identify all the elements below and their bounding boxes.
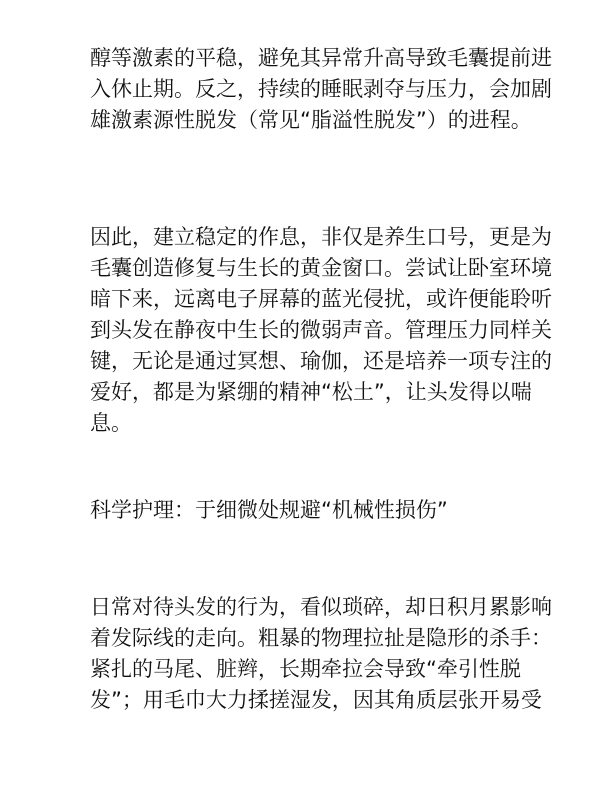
section-heading: 科学护理：于细微处规避“机械性损伤”	[90, 498, 448, 522]
paragraph-2-line-7: 息。	[90, 411, 132, 435]
paragraph-2-line-2: 毛囊创造修复与生长的黄金窗口。尝试让卧室环境	[90, 256, 552, 280]
paragraph-1-line-1: 醇等激素的平稳，避免其异常升高导致毛囊提前进	[90, 46, 552, 70]
paragraph-3-line-1: 日常对待头发的行为，看似琐碎，却日积月累影响	[90, 595, 552, 619]
paragraph-3-line-4: 发”；用毛巾大力揉搓湿发，因其角质层张开易受	[90, 688, 542, 712]
paragraph-2-line-3: 暗下来，远离电子屏幕的蓝光侵扰，或许便能聆听	[90, 287, 552, 311]
paragraph-3-line-3: 紧扎的马尾、脏辫，长期牵拉会导致“牵引性脱	[90, 657, 521, 681]
paragraph-1-line-3: 雄激素源性脱发（常见“脂溢性脱发”）的进程。	[90, 108, 532, 132]
paragraph-1-line-2: 入休止期。反之，持续的睡眠剥夺与压力，会加剧	[90, 77, 552, 101]
paragraph-2-line-6: 爱好，都是为紧绷的精神“松土”，让头发得以喘	[90, 380, 532, 404]
paragraph-2-line-4: 到头发在静夜中生长的微弱声音。管理压力同样关	[90, 318, 552, 342]
paragraph-2-line-1: 因此，建立稳定的作息，非仅是养生口号，更是为	[90, 225, 552, 249]
paragraph-3-line-2: 着发际线的走向。粗暴的物理拉扯是隐形的杀手：	[90, 626, 552, 650]
paragraph-2-line-5: 键，无论是通过冥想、瑜伽，还是培养一项专注的	[90, 349, 552, 373]
